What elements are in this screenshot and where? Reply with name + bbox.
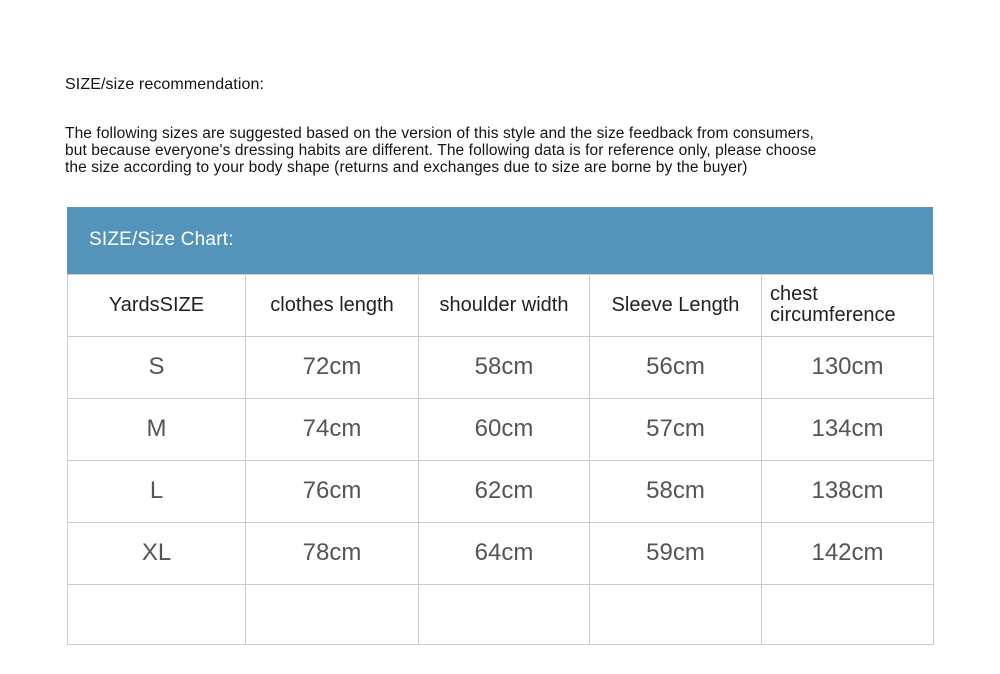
column-header-sleeve-length: Sleeve Length — [590, 274, 762, 336]
shoulder-width-cell: 64cm — [419, 522, 590, 584]
size-cell: M — [68, 398, 246, 460]
chest-circumference-cell: 138cm — [762, 460, 934, 522]
description-line: The following sizes are suggested based on the version of this style and the size feedback from consumers, — [65, 125, 814, 142]
chest-circumference-cell: 130cm — [762, 336, 934, 398]
shoulder-width-cell — [419, 584, 590, 644]
size-chart-title: SIZE/Size Chart: — [89, 229, 234, 251]
clothes-length-cell: 72cm — [246, 336, 419, 398]
column-header-chest-circumference: chest circumference — [762, 274, 934, 336]
description-line: the size according to your body shape (returns and exchanges due to size are borne by the buyer) — [65, 159, 748, 177]
column-header-clothes-length: clothes length — [246, 274, 419, 336]
size-chart-header-bar — [67, 207, 933, 274]
clothes-length-cell: 76cm — [246, 460, 419, 522]
column-header-size: YardsSIZE — [68, 274, 246, 336]
sleeve-length-cell: 56cm — [590, 336, 762, 398]
shoulder-width-cell: 62cm — [419, 460, 590, 522]
table-row-xl — [68, 522, 934, 584]
size-cell: XL — [68, 522, 246, 584]
chest-circumference-cell: 142cm — [762, 522, 934, 584]
size-chart-table — [67, 274, 934, 645]
shoulder-width-cell: 60cm — [419, 398, 590, 460]
size-cell: L — [68, 460, 246, 522]
chest-circumference-cell: 134cm — [762, 398, 934, 460]
chest-circumference-cell — [762, 584, 934, 644]
table-row-l — [68, 460, 934, 522]
sleeve-length-cell: 59cm — [590, 522, 762, 584]
size-chart-section — [67, 207, 933, 645]
column-header-shoulder-width: shoulder width — [419, 274, 590, 336]
table-row-m — [68, 398, 934, 460]
table-row-s — [68, 336, 934, 398]
sleeve-length-cell — [590, 584, 762, 644]
sleeve-length-cell: 58cm — [590, 460, 762, 522]
size-cell — [68, 584, 246, 644]
clothes-length-cell: 78cm — [246, 522, 419, 584]
table-header-row — [68, 274, 934, 336]
sleeve-length-cell: 57cm — [590, 398, 762, 460]
description-line: but because everyone's dressing habits are different. The following data is for reference only, please choose — [65, 142, 817, 160]
table-row-empty — [68, 584, 934, 644]
clothes-length-cell: 74cm — [246, 398, 419, 460]
size-cell: S — [68, 336, 246, 398]
page-title: SIZE/size recommendation: — [65, 76, 265, 93]
shoulder-width-cell: 58cm — [419, 336, 590, 398]
size-description — [65, 125, 935, 177]
clothes-length-cell — [246, 584, 419, 644]
